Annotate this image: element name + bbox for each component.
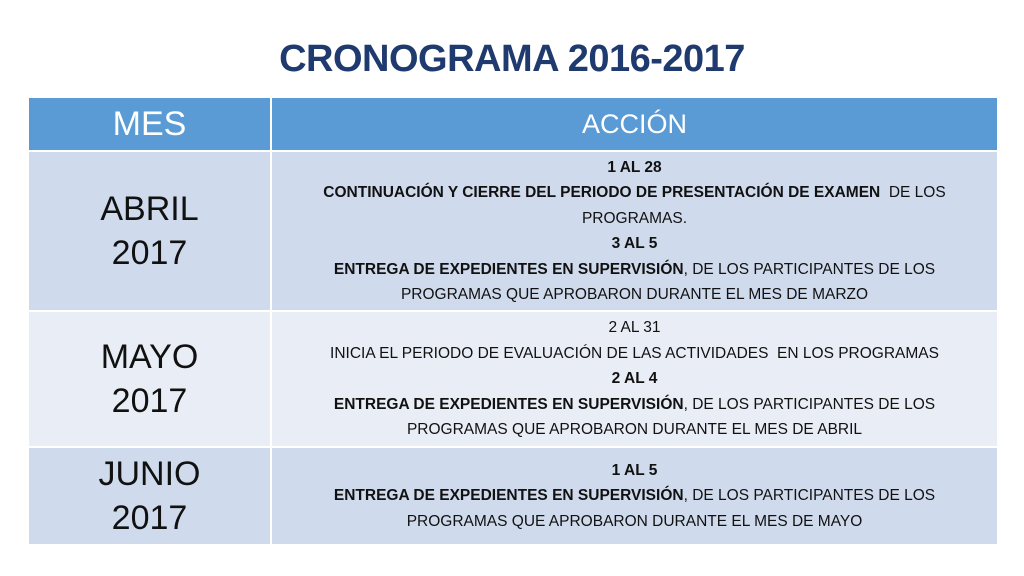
table-row-junio bbox=[28, 447, 998, 545]
date-range: 3 AL 5 bbox=[611, 235, 658, 252]
month-name: ABRIL bbox=[100, 190, 199, 228]
month-cell bbox=[28, 311, 271, 447]
action-bold-text: ENTREGA DE EXPEDIENTES EN SUPERVISIÓN bbox=[333, 260, 684, 278]
header-accion: ACCIÓN bbox=[271, 97, 998, 151]
schedule-table bbox=[27, 96, 999, 546]
header-row bbox=[28, 97, 998, 151]
header-mes: MES bbox=[28, 97, 271, 151]
action-bold-text: CONTINUACIÓN Y CIERRE DEL PERIODO DE PRESENTACIÓN DE EXAMEN bbox=[323, 184, 881, 201]
action-rest-text: , DE LOS PARTICIPANTES DE LOS bbox=[683, 487, 936, 505]
action-cell bbox=[271, 447, 998, 545]
table-row-mayo bbox=[28, 311, 998, 447]
date-range: 2 AL 31 bbox=[608, 319, 661, 337]
action-rest-line: PROGRAMAS QUE APROBARON DURANTE EL MES DE MARZO bbox=[400, 286, 869, 303]
month-name: JUNIO bbox=[98, 455, 201, 493]
action-text bbox=[272, 392, 997, 418]
action-text bbox=[272, 257, 997, 283]
action-rest-text: , DE LOS PARTICIPANTES DE LOS bbox=[683, 395, 936, 413]
action-cell bbox=[271, 311, 998, 447]
action-rest-text: DE LOS bbox=[880, 184, 946, 201]
action-bold-text: ENTREGA DE EXPEDIENTES EN SUPERVISIÓN bbox=[333, 395, 684, 413]
month-name: MAYO bbox=[100, 338, 199, 376]
date-range: 1 AL 28 bbox=[607, 158, 662, 176]
action-text: INICIA EL PERIODO DE EVALUACIÓN DE LAS ACTIVIDADES EN LOS PROGRAMAS bbox=[330, 344, 939, 362]
table-row-abril bbox=[28, 151, 998, 311]
action-cell bbox=[271, 151, 998, 311]
month-cell bbox=[28, 447, 271, 545]
month-cell bbox=[28, 151, 271, 311]
action-text bbox=[272, 180, 997, 206]
month-year: 2017 bbox=[111, 234, 188, 272]
action-rest-line: PROGRAMAS. bbox=[581, 209, 688, 227]
action-rest-line: PROGRAMAS QUE APROBARON DURANTE EL MES DE MAYO bbox=[406, 512, 863, 530]
month-year: 2017 bbox=[111, 499, 188, 537]
action-bold-text: ENTREGA DE EXPEDIENTES EN SUPERVISIÓN bbox=[333, 487, 684, 505]
action-rest-text: , DE LOS PARTICIPANTES DE LOS bbox=[683, 260, 936, 278]
date-range: 2 AL 4 bbox=[611, 370, 658, 388]
action-text bbox=[272, 483, 997, 509]
date-range: 1 AL 5 bbox=[611, 461, 658, 479]
month-year: 2017 bbox=[111, 382, 188, 420]
page-title: CRONOGRAMA 2016-2017 bbox=[279, 38, 745, 80]
action-rest-line: PROGRAMAS QUE APROBARON DURANTE EL MES DE ABRIL bbox=[406, 421, 863, 439]
